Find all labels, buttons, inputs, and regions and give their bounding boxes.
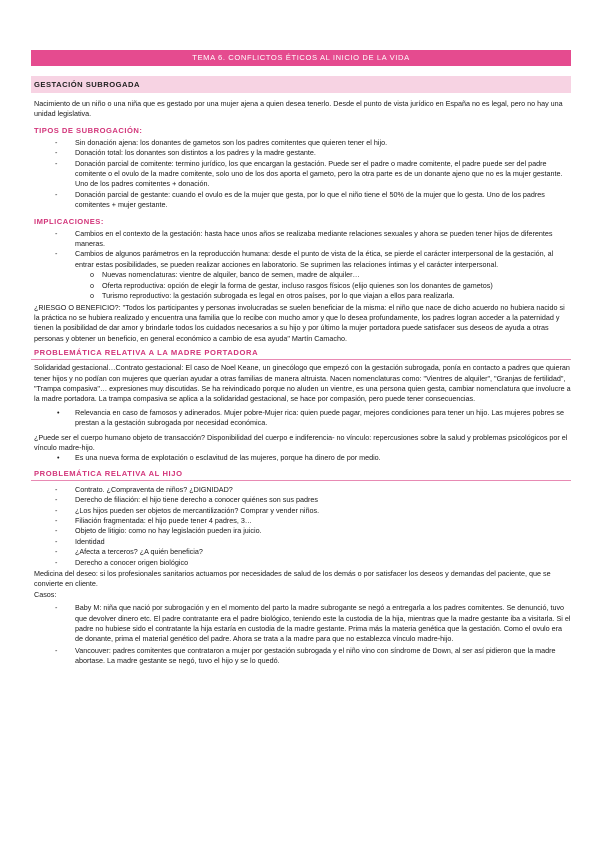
list-item: o Turismo reproductivo: la gestación subrogada es legal en otros países, por lo que viajan a ellos para realizarla. (90, 291, 455, 301)
casos-list (31, 603, 571, 666)
section-heading-madre-portadora: PROBLEMÁTICA RELATIVA A LA MADRE PORTADORA (31, 346, 571, 360)
list-item: - Donación total: los donantes son distintos a los padres y la madre gestante. (55, 148, 316, 158)
riesgo-beneficio-quote: ¿RIESGO O BENEFICIO?: "Todos los participantes y personas involucradas se suelen beneficiar de la misma: el niño que nace de dicho acuerdo no hubiera nacido si la práctica no se hubiera realizado y encuentra una familia que lo recibe con mucho amor y que lo desea profundamente, los padres logran acceder a la paternidad y tienen la posibilidad de dar amor y brindarle todos los cuidados necesarios a su hijo y por último la mujer portadora puede satisfacer sus deseos de ayuda a otras personas y obtener un beneficio, en general económico a cambio de esa ayuda" Martín Camacho. (34, 302, 565, 343)
implicaciones-sublist (31, 270, 571, 301)
list-item: - Baby M: niña que nació por subrogación y en el momento del parto la madre subrogante se negó a entregarla a los padres comitentes. Se denunció, tuvo que devolver dinero etc. El padre contratante era el padre biológico, teniendo este la custodia de la hija, mientras que la madre gestante iba a visitarla. Si el padre no hubiese sido el contratante la hija estaría en custodia de la madre gestante. Prima más la materia genética que la gestación. Como el ovulo era de donante, prima el material genético del padre. Ahora se trata a la madre para que no establezca vínculo madre-hijo. (55, 603, 571, 644)
list-item: • Relevancia en caso de famosos y adinerados. Mujer pobre-Mujer rica: quien puede pagar, mejores condiciones para tener un hijo. Las mujeres pobres se prestan a la gestación subrogada por necesidad económica. (57, 407, 565, 428)
list-item: - Donación parcial de gestante: cuando el ovulo es de la mujer que gesta, por lo que el niño tiene el 50% de la mujer que lo gesta. Uno de los padres comitentes + mujer gestante. (55, 189, 545, 210)
list-item: o Oferta reproductiva: opción de elegir la forma de gestar, incluso rasgos físicos (elijo quienes son los donantes de gametos) (90, 280, 493, 290)
list-item: - Identidad (55, 536, 105, 546)
list-item: o Nuevas nomenclaturas: vientre de alquiler, banco de semen, madre de alquiler… (90, 270, 360, 280)
list-item: - Objeto de litigio: como no hay legislación pueden ira juicio. (55, 526, 262, 536)
madre-paragraph-2: ¿Puede ser el cuerpo humano objeto de transacción? Disponibilidad del cuerpo e indiferencia- no vínculo: repercusiones sobre la salud y problemas psicológicos por el vínculo madre-hijo. (34, 432, 568, 452)
madre-bullets-1 (31, 408, 571, 429)
chapter-banner: TEMA 6. CONFLICTOS ÉTICOS AL INICIO DE LA VIDA (31, 50, 571, 66)
madre-bullets-2 (31, 453, 571, 463)
implicaciones-list (31, 229, 571, 271)
list-item: - Donación parcial de comitente: termino jurídico, los que encargan la gestación. Puede ser el padre o madre comitente, el padre puede ser del padre comitente o el ovulo de la madre comitente, solo uno de los dos aporta el gameto, pero la otra parte es de un donante ajeno que no es la mujer gestante. Uno de los padres comitentes + donación. (55, 158, 563, 189)
list-item: - ¿Los hijos pueden ser objetos de mercantilización? Comprar y vender niños. (55, 505, 320, 515)
gestacion-intro: Nacimiento de un niño o una niña que es gestado por una mujer ajena a quien desea tenerlo. Desde el punto de vista jurídico en España no es legal, pero no hay una unidad legislativa. (34, 99, 563, 119)
list-item: - ¿Afecta a terceros? ¿A quién beneficia? (55, 547, 203, 557)
document-page (31, 50, 571, 667)
subheading-tipos: TIPOS DE SUBROGACIÓN: (34, 125, 143, 135)
list-item: - Contrato. ¿Compraventa de niños? ¿DIGNIDAD? (55, 484, 233, 494)
list-item: - Filiación fragmentada: el hijo puede tener 4 padres, 3… (55, 516, 252, 525)
list-item: • Es una nueva forma de explotación o esclavitud de las mujeres, porque ha dinero de por medio. (57, 453, 381, 463)
list-item: - Derecho de filiación: el hijo tiene derecho a conocer quiénes son sus padres (55, 495, 318, 505)
list-item: - Derecho a conocer origen biológico (55, 557, 189, 567)
list-item: - Sin donación ajena: los donantes de gametos son los padres comitentes que quieren tener el hijo. (55, 137, 388, 147)
list-item: - Vancouver: padres comitentes que contrataron a mujer por gestación subrogada y el niño vino con síndrome de Down, al ser así pidieron que la madre abortase. La madre gestante se negó, tuvo el hijo y se lo quedó. (55, 645, 556, 666)
casos-label: Casos: (34, 589, 57, 599)
madre-paragraph-1: Solidaridad gestacional…Contrato gestacional: El caso de Noel Keane, un ginecólogo que empezó con la gestación subrogada, ponía en contacto a padres que quieran tener hijos y no podían con mujeres que querían ayudar a otras familias de manera altruista. Nacen nomenclaturas como: "Vientres de alquiler", "Granjas de fertilidad", "Trampa compasiva"… expresiones muy discutidas. Se ha reivindicado porque no aluden un vientre, es una persona quien gesta, cambiar nomenclatura que involucre a la madre portadora. La trampa compasiva se aplica a la solidaridad gestacional, se hace por compasión, pero puede tener consecuencias. (34, 363, 571, 404)
subheading-implicaciones: IMPLICACIONES: (34, 216, 104, 226)
section-heading-hijo: PROBLEMÁTICA RELATIVA AL HIJO (31, 467, 571, 481)
tipos-list (31, 138, 571, 211)
hijo-list (31, 485, 571, 568)
list-item: - Cambios de algunos parámetros en la reproducción humana: desde el punto de vista de la ética, se pierde el carácter interpersonal de la gestación, al entrar estas posibilidades, se pueden realizar acciones en laboratorio. Se suprimen las relaciones íntimas y el carácter interpersonal. (55, 249, 554, 269)
section-heading-gestacion: GESTACIÓN SUBROGADA (31, 76, 571, 93)
medicina-deseo-paragraph: Medicina del deseo: si los profesionales sanitarios actuamos por necesidades de salud de los demás o por satisfacer los deseos y demandas del paciente, que se convierte en cliente. (34, 569, 551, 589)
list-item: - Cambios en el contexto de la gestación: hasta hace unos años se realizaba mediante relaciones sexuales y ahora se pueden tener hijos de diferentes maneras. (55, 228, 553, 249)
